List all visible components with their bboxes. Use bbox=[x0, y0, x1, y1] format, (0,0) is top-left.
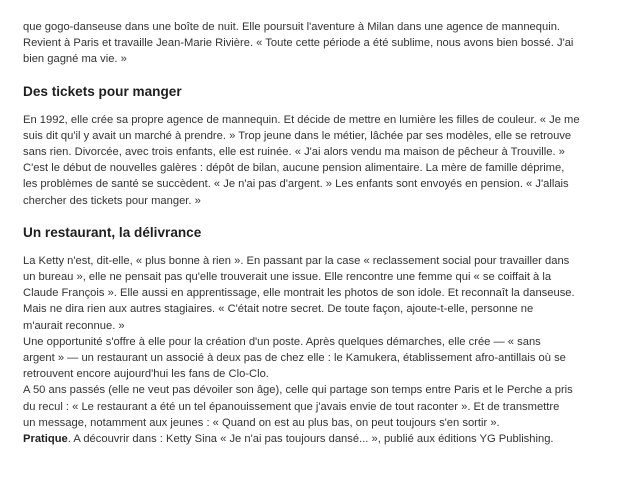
pratique-line bbox=[23, 431, 619, 447]
text-line: Une opportunité s'offre à elle pour la création d'un poste. Après quelques démarches, elle crée — « sans bbox=[23, 335, 541, 348]
section-restaurant-paragraph bbox=[23, 253, 619, 447]
text-line: un bureau », elle ne pensait pas qu'elle trouverait une issue. Elle rencontre une femme qui « se coiffait à la bbox=[23, 271, 552, 284]
section-heading-tickets: Des tickets pour manger bbox=[23, 83, 182, 99]
text-line: du recul : « Le restaurant a été un tel épanouissement que j'avais envie de tout raconter ». Et de transmettre bbox=[23, 400, 560, 413]
text-line: m'aurait reconnue. » bbox=[23, 319, 125, 332]
text-line: argent » — un restaurant un associé à deux pas de chez elle : le Kamukera, établissement afro-antillais où se bbox=[23, 352, 566, 365]
text-line: Mais ne dira rien aux autres stagiaires. « C'était notre secret. De toute façon, ajoute-t-elle, personne ne bbox=[23, 303, 534, 316]
text-line: A 50 ans passés (elle ne veut pas dévoiler son âge), celle qui partage son temps entre Paris et le Perche a pris bbox=[23, 384, 573, 397]
text-line: un message, notamment aux jeunes : « Quand on est au plus bas, on peut toujours s'en sortir ». bbox=[23, 416, 500, 429]
text-line: sans rien. Divorcée, avec trois enfants, elle est ruinée. « J'ai alors vendu ma maison de pêcheur à Trouville. » bbox=[23, 146, 565, 159]
text-line: Revient à Paris et travaille Jean-Marie Rivière. « Toute cette période a été sublime, nous avons bien bossé. J'ai bbox=[23, 37, 574, 50]
section-heading-restaurant: Un restaurant, la délivrance bbox=[23, 224, 202, 240]
text-line: les problèmes de santé se succèdent. « Je n'ai pas d'argent. » Les enfants sont envoyés en pension. « J'allais bbox=[23, 178, 569, 191]
text-line: retrouvent encore aujourd'hui les fans de Clo-Clo. bbox=[23, 368, 269, 381]
text-line: Claude François ». Elle aussi en apprentissage, elle montrait les photos de son idole. Et reconnaît la danseuse. bbox=[23, 287, 575, 300]
text-line: La Ketty n'est, dit-elle, « plus bonne à rien ». En passant par la case « reclassement social pour travailler dans bbox=[23, 254, 570, 267]
pratique-text: . A découvrir dans : Ketty Sina « Je n'ai pas toujours dansé... », publié aux éditions YG Publishing. bbox=[67, 433, 554, 446]
article-body bbox=[23, 19, 619, 447]
text-line: que gogo-danseuse dans une boîte de nuit. Elle poursuit l'aventure à Milan dans une agence de mannequin. bbox=[23, 21, 561, 33]
text-line: En 1992, elle crée sa propre agence de mannequin. Et décide de mettre en lumière les filles de couleur. « Je me bbox=[23, 113, 580, 126]
intro-paragraph bbox=[23, 19, 619, 68]
pratique-label: Pratique bbox=[23, 433, 68, 446]
text-line: suis dit qu'il y avait un marché à prendre. » Trop jeune dans le métier, lâchée par ses modèles, elle se retrouve bbox=[23, 129, 572, 142]
section-tickets-paragraph bbox=[23, 112, 619, 209]
text-line: bien gagné ma vie. » bbox=[23, 53, 127, 66]
text-line: C'est le début de nouvelles galères : dépôt de bilan, aucune pension alimentaire. La mère de famille déprime, bbox=[23, 162, 565, 175]
text-line: chercher des tickets pour manger. » bbox=[23, 194, 201, 207]
